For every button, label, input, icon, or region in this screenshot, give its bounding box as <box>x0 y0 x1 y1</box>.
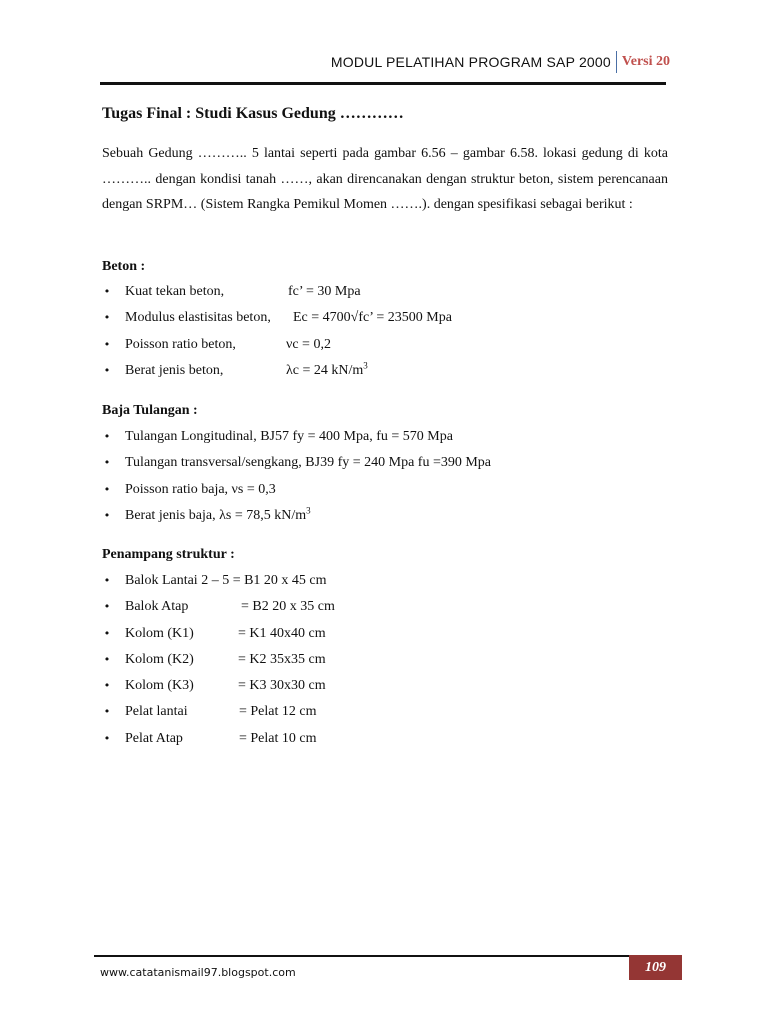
item-value: νc = 0,2 <box>286 336 331 352</box>
bullet-icon: • <box>103 679 111 693</box>
beton-heading: Beton : <box>102 259 146 274</box>
bullet-icon: • <box>103 626 111 640</box>
bullet-icon: • <box>103 508 111 522</box>
item-value: = B2 20 x 35 cm <box>241 599 335 615</box>
item-label: Kuat tekan beton, <box>125 284 225 299</box>
item-label: Berat jenis baja, λs = 78,5 $kN/m^3$ <box>125 505 311 523</box>
bullet-icon: • <box>103 574 111 587</box>
superscript: 3 <box>306 505 311 516</box>
header-separator <box>616 51 617 73</box>
bullet-icon: • <box>103 363 111 377</box>
item-value: λc = 24 $kN/m^3$ <box>286 360 368 378</box>
item-label: Pelat Atap <box>125 730 183 746</box>
bullet-icon: • <box>103 337 111 351</box>
item-value: = K2 35x35 cm <box>238 651 326 667</box>
footer-rule <box>94 955 682 957</box>
item-label: Poisson ratio baja, νs = 0,3 <box>125 481 276 497</box>
baja-heading: Baja Tulangan : <box>102 403 198 418</box>
bullet-icon: • <box>103 430 111 443</box>
item-value: Ec = 4700√fc’ = 23500 Mpa <box>293 310 452 326</box>
page-number: 109 <box>645 959 666 975</box>
penampang-heading: Penampang struktur : <box>102 547 235 562</box>
item-label: Tulangan Longitudinal, BJ57 fy = 400 Mpa, fu = 570 Mpa <box>125 429 453 444</box>
bullet-icon: • <box>103 311 111 325</box>
item-label: Poisson ratio beton, <box>125 336 236 352</box>
page-header <box>331 51 670 73</box>
item-label: Kolom (K1) <box>125 625 194 641</box>
bullet-icon: • <box>103 731 111 745</box>
footer-url: www.catatanismail97.blogspot.com <box>100 966 296 979</box>
item-value: = K3 30x30 cm <box>238 678 326 694</box>
item-value: = K1 40x40 cm <box>238 625 326 641</box>
header-title: MODUL PELATIHAN PROGRAM SAP 2000 <box>330 54 611 70</box>
item-label: Balok Lantai 2 – 5 = B1 20 x 45 cm <box>125 573 327 588</box>
bullet-icon: • <box>103 652 111 666</box>
item-label: Berat jenis beton, <box>125 362 224 378</box>
item-label: Kolom (K3) <box>125 678 194 694</box>
bullet-icon: • <box>103 705 111 719</box>
bullet-icon: • <box>103 600 111 614</box>
superscript: 3 <box>363 360 368 371</box>
bullet-icon: • <box>103 456 111 470</box>
page-number-badge <box>629 955 682 980</box>
item-value: = Pelat 10 cm <box>239 730 317 746</box>
intro-paragraph: Sebuah Gedung ……….. 5 lantai seperti pada gambar 6.56 – gambar 6.58. lokasi gedung di kota ……….. dengan kondisi tanah ……, akan direncanakan dengan struktur beton, sistem perencanaan dengan SRPM… (Sistem Rangka Pemikul Momen …….). dengan spesifikasi sebagai berikut : <box>102 146 668 213</box>
item-label: Tulangan transversal/sengkang, BJ39 fy = 240 Mpa fu =390 Mpa <box>125 455 492 471</box>
item-label: Modulus elastisitas beton, <box>125 310 271 326</box>
item-value: = Pelat 12 cm <box>239 704 317 720</box>
bullet-icon: • <box>103 285 111 298</box>
item-label: Balok Atap <box>125 599 189 615</box>
header-version: Versi 20 <box>621 54 670 69</box>
page-title: Tugas Final : Studi Kasus Gedung ………… <box>102 105 404 122</box>
bullet-icon: • <box>103 482 111 496</box>
item-value: fc’ = 30 Mpa <box>288 284 361 299</box>
item-label: Kolom (K2) <box>125 651 194 667</box>
header-rule <box>100 82 666 85</box>
item-label: Pelat lantai <box>125 704 188 720</box>
